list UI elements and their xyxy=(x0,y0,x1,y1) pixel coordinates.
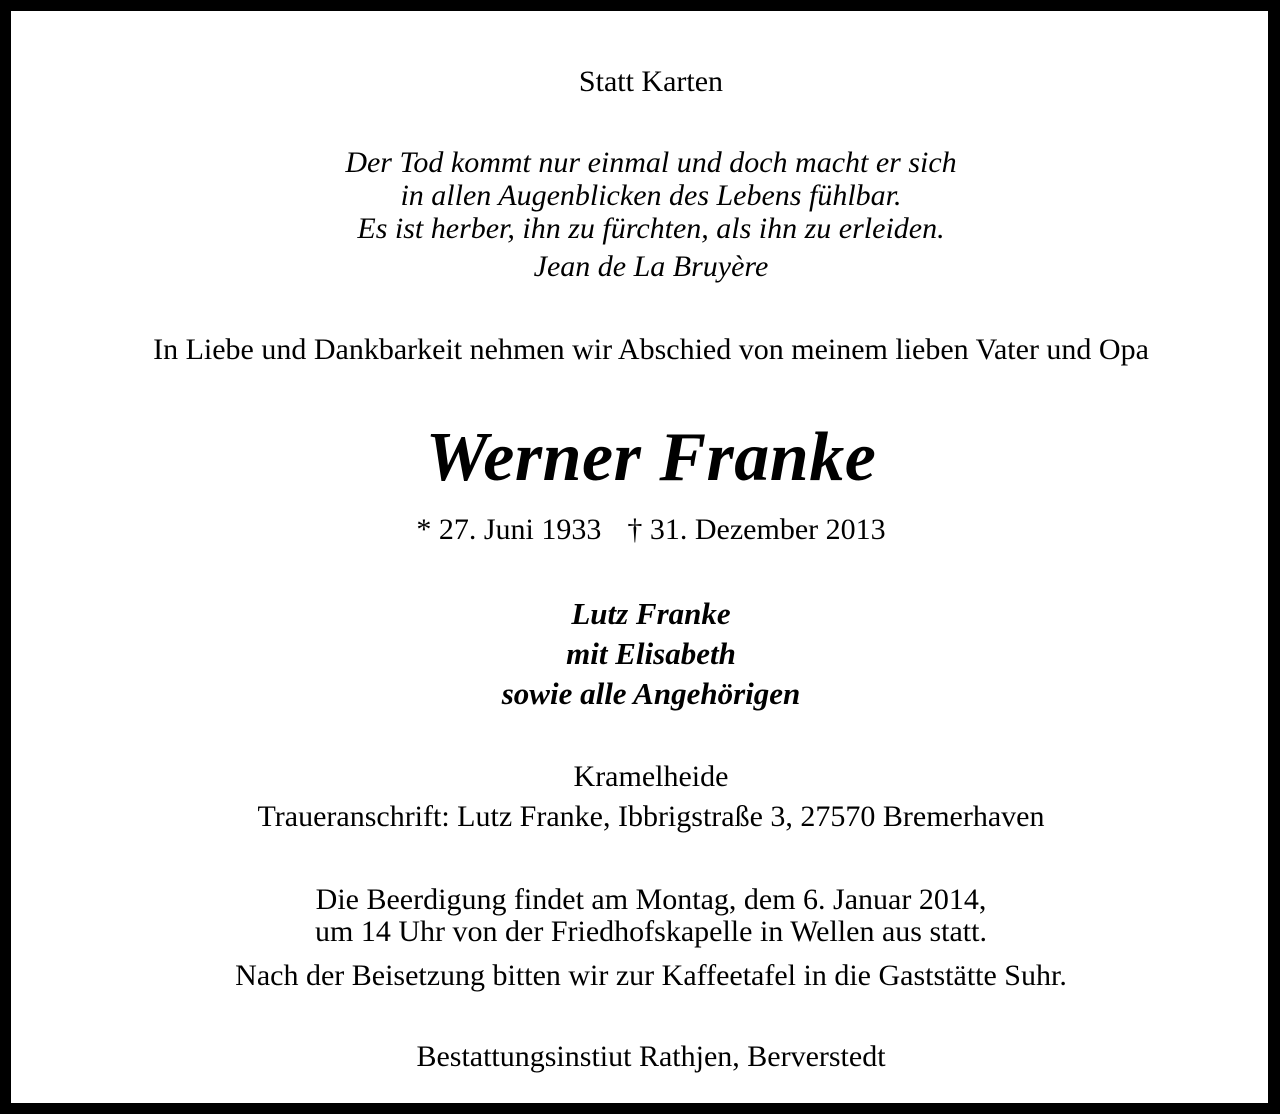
deceased-name: Werner Franke xyxy=(425,419,877,496)
undertaker-text: Bestattungsinstiut Rathjen, Berverstedt xyxy=(416,1040,886,1073)
life-dates xyxy=(11,515,1280,545)
header-text: Statt Karten xyxy=(578,65,724,98)
funeral-line-1: Die Beerdigung findet am Montag, dem 6. Januar 2014, xyxy=(315,883,987,916)
quote-line-3: Es ist herber, ihn zu fürchten, als ihn zu erleiden. xyxy=(357,212,945,245)
quote-line-2: in allen Augenblicken des Lebens fühlbar. xyxy=(400,179,902,212)
birth-date: * 27. Juni 1933 xyxy=(416,513,602,546)
mourner-3: sowie alle Angehörigen xyxy=(501,676,801,711)
place-text: Kramelheide xyxy=(573,760,729,793)
mourner-1: Lutz Franke xyxy=(571,596,731,631)
intro-text: In Liebe und Dankbarkeit nehmen wir Abschied von meinem lieben Vater und Opa xyxy=(153,333,1149,366)
mourner-2: mit Elisabeth xyxy=(566,636,736,671)
death-date: † 31. Dezember 2013 xyxy=(627,513,886,546)
mourning-address: Traueranschrift: Lutz Franke, Ibbrigstraße 3, 27570 Bremerhaven xyxy=(257,800,1045,833)
funeral-line-2: um 14 Uhr von der Friedhofskapelle in Wellen aus statt. xyxy=(315,915,987,948)
quote-line-1: Der Tod kommt nur einmal und doch macht er sich xyxy=(345,146,957,179)
reception-text: Nach der Beisetzung bitten wir zur Kaffeetafel in die Gaststätte Suhr. xyxy=(235,959,1067,992)
quote-author: Jean de La Bruyère xyxy=(533,250,769,283)
